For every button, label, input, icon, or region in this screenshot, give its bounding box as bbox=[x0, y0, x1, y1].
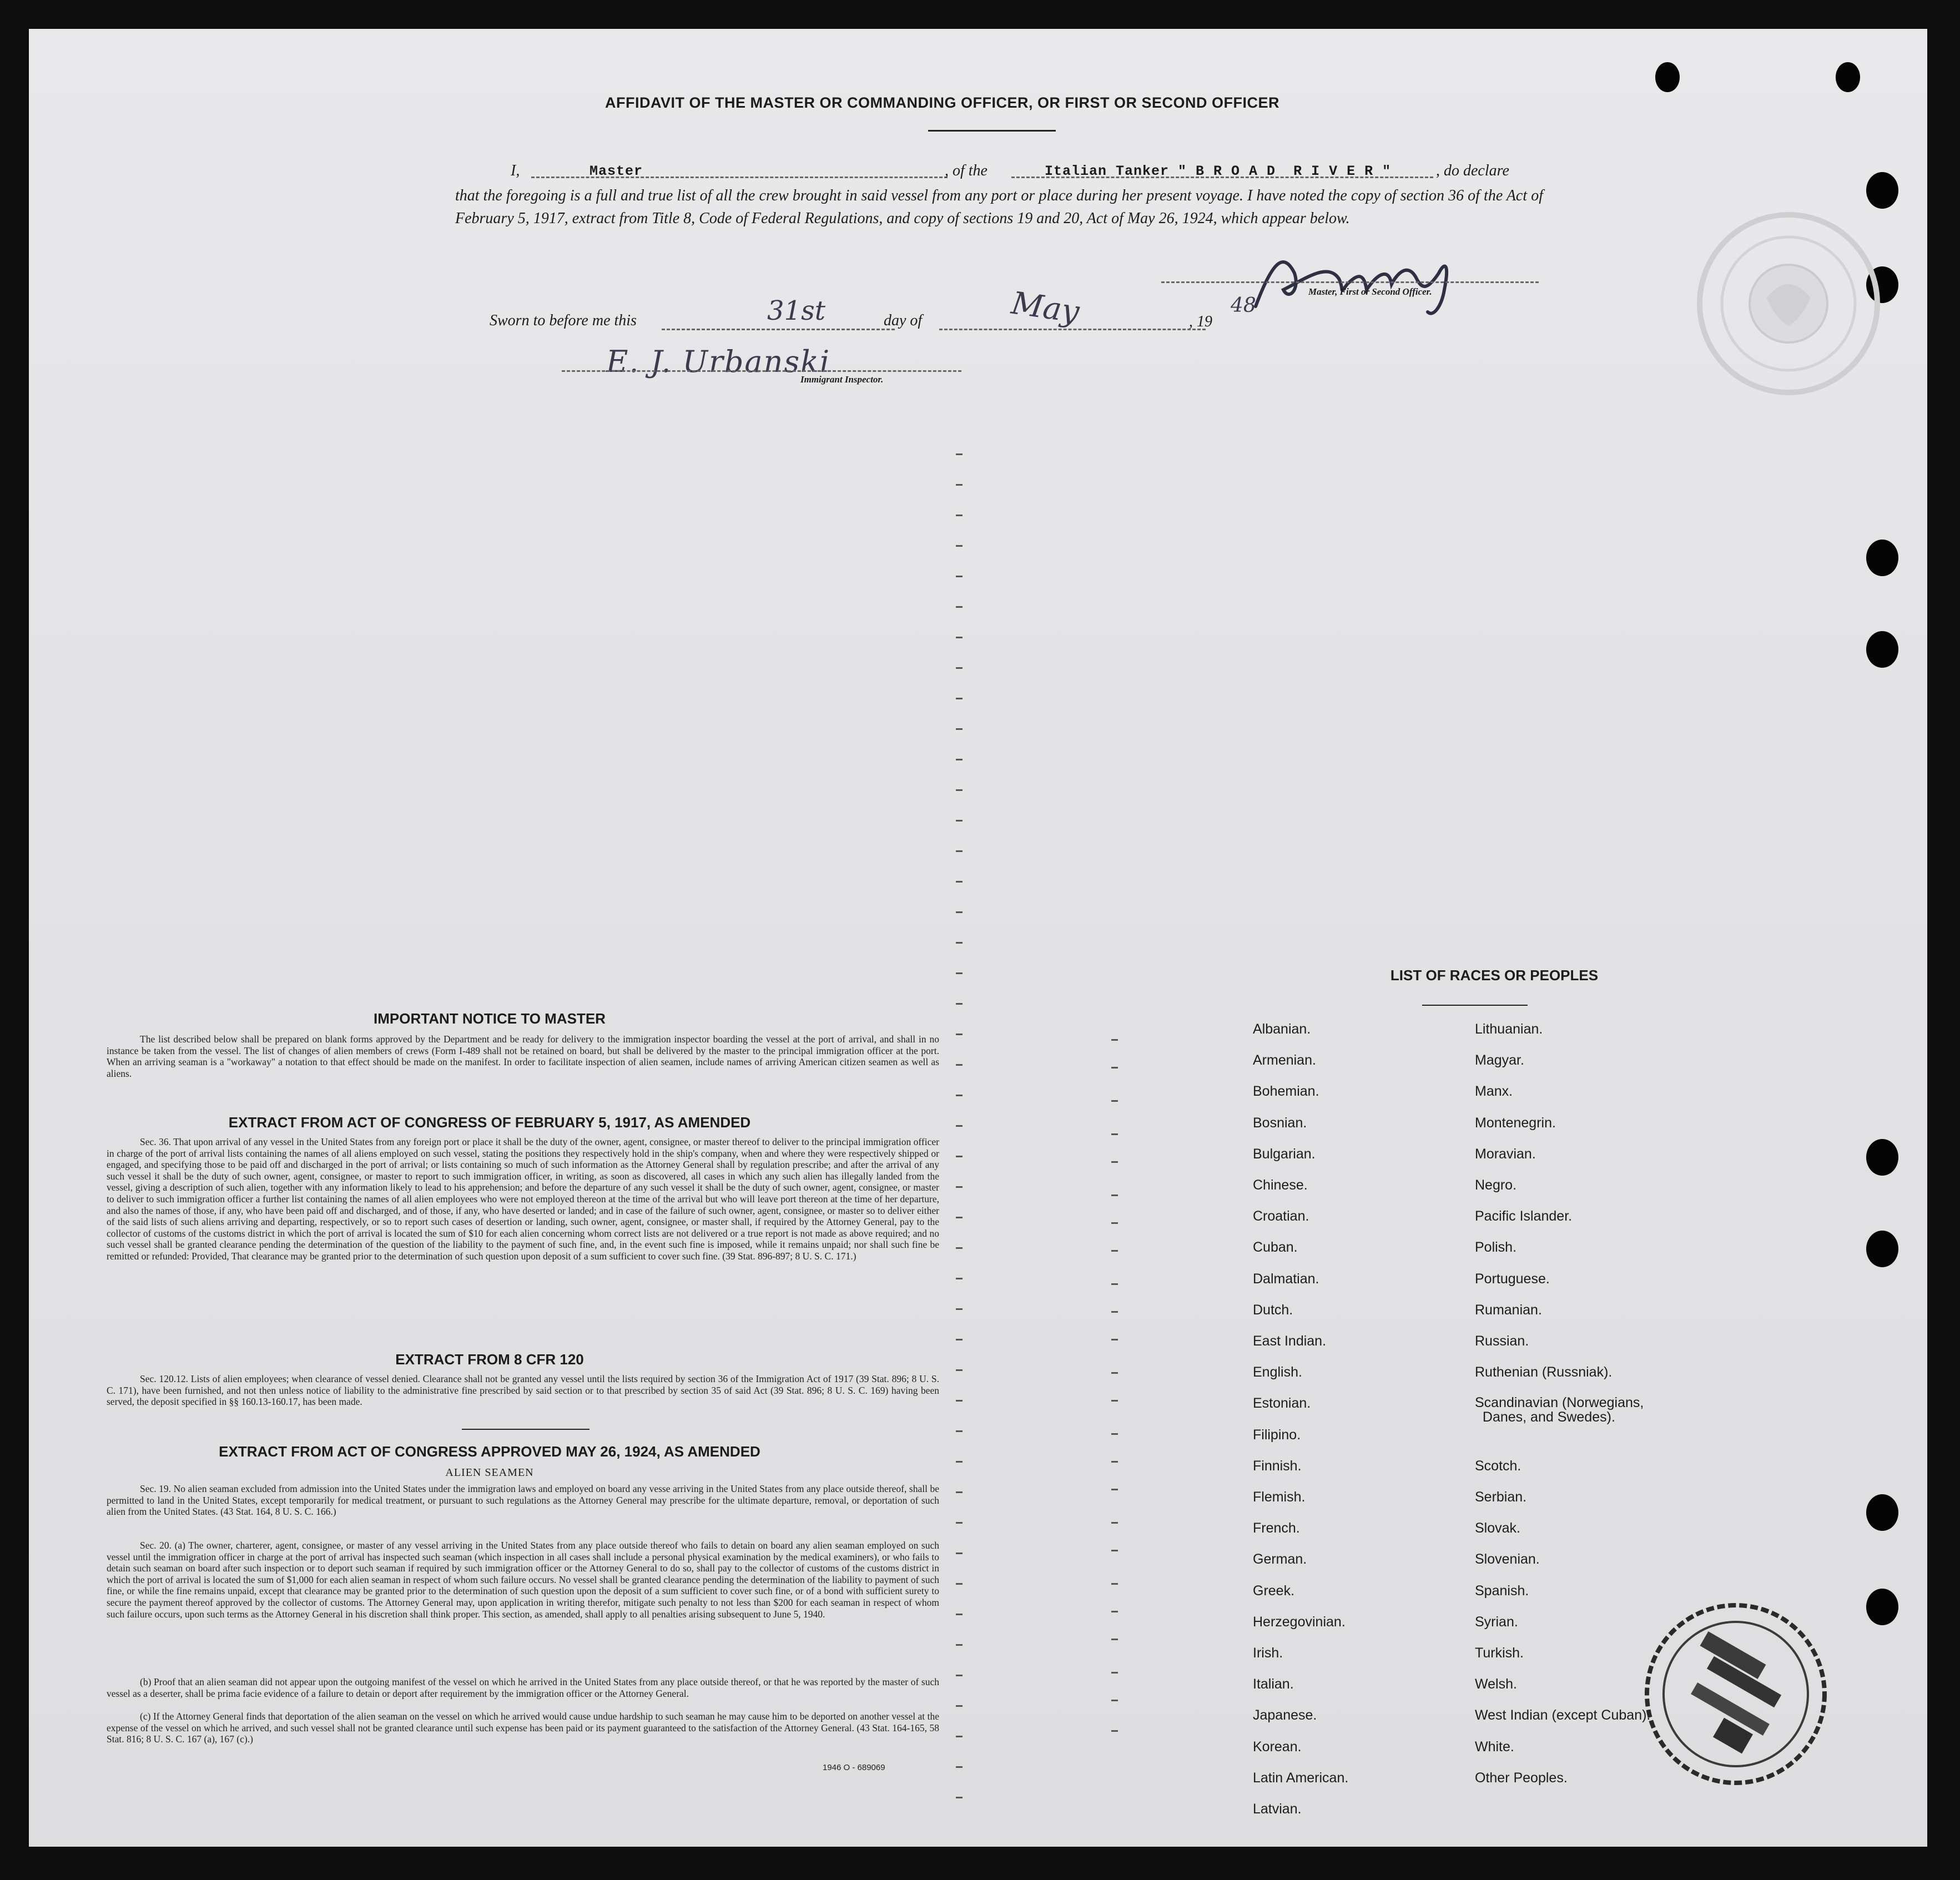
column-mark bbox=[956, 1461, 963, 1463]
race-item: East Indian. bbox=[1253, 1333, 1327, 1349]
race-item: Polish. bbox=[1475, 1239, 1517, 1256]
column-mark bbox=[1111, 1100, 1118, 1102]
race-item: Montenegrin. bbox=[1475, 1115, 1556, 1131]
column-mark bbox=[956, 1003, 963, 1005]
sworn-year: 48 bbox=[1231, 294, 1256, 317]
punch-hole bbox=[1655, 62, 1680, 92]
column-mark bbox=[956, 789, 963, 791]
column-mark bbox=[1111, 1583, 1118, 1585]
column-mark bbox=[956, 1095, 963, 1096]
race-item: Estonian. bbox=[1253, 1395, 1311, 1412]
column-mark bbox=[956, 515, 963, 516]
column-mark bbox=[956, 1583, 963, 1585]
race-item: Syrian. bbox=[1475, 1614, 1518, 1630]
race-item: Pacific Islander. bbox=[1475, 1208, 1573, 1224]
print-code: 1946 O - 689069 bbox=[823, 1763, 885, 1772]
affidavit-body: that the foregoing is a full and true list of all the crew brought in said vessel from any port or place during her present voyage. I have noted the copy of section 36 of the Act of February 5, 1917, extract from Title 8, Code of Federal Regulations, and copy of sections 19 and 20, Act of May 26, 1924, which appear below. bbox=[455, 187, 1543, 227]
column-mark bbox=[956, 484, 963, 486]
punch-hole bbox=[1866, 172, 1898, 209]
vessel-name: Italian Tanker " B R O A D R I V E R " bbox=[1045, 163, 1392, 179]
port-stamp-icon bbox=[1639, 1597, 1833, 1791]
race-item: Korean. bbox=[1253, 1738, 1302, 1755]
column-mark bbox=[956, 1430, 963, 1432]
column-mark bbox=[956, 1247, 963, 1249]
column-mark bbox=[956, 1339, 963, 1340]
column-mark bbox=[1111, 1222, 1118, 1224]
column-mark bbox=[956, 1614, 963, 1615]
column-mark bbox=[1111, 1067, 1118, 1068]
column-mark bbox=[1111, 1372, 1118, 1374]
race-item: Moravian. bbox=[1475, 1146, 1536, 1162]
column-mark bbox=[956, 1736, 963, 1737]
column-mark bbox=[1111, 1639, 1118, 1640]
inspector-signature: E. J. Urbanski bbox=[606, 344, 831, 379]
race-item: Lithuanian. bbox=[1475, 1021, 1543, 1037]
column-mark bbox=[956, 576, 963, 577]
race-item: Ruthenian (Russniak). bbox=[1475, 1364, 1613, 1380]
extract-cfr-text: Sec. 120.12. Lists of alien employees; when clearance of vessel denied. Clearance shall not be granted any vessel until the lists required by section 36 of the Immigration Act of 1917 (39 Stat. 896; 8 U. S. C. 171), have been furnished, and not then unless notice of liability to the administrative fine prescribed by said section or to that prescribed by section 35 of said Act (39 Stat. 896; 8 U. S. C. 169) having been served, the deposit specified in §§ 160.13-160.17, has been made. bbox=[107, 1373, 939, 1408]
race-item: Irish. bbox=[1253, 1645, 1283, 1661]
column-mark bbox=[956, 911, 963, 913]
race-item: English. bbox=[1253, 1364, 1302, 1380]
column-mark bbox=[956, 881, 963, 883]
column-mark bbox=[956, 1675, 963, 1676]
column-mark bbox=[956, 1156, 963, 1157]
race-item: Turkish. bbox=[1475, 1645, 1524, 1661]
column-mark bbox=[956, 1217, 963, 1218]
race-item: Russian. bbox=[1475, 1333, 1529, 1349]
race-item: Scandinavian (Norwegians, Danes, and Swedes). bbox=[1475, 1395, 1644, 1425]
punch-hole bbox=[1866, 540, 1898, 576]
race-item: Flemish. bbox=[1253, 1489, 1306, 1505]
sworn-prefix: Sworn to before me this bbox=[490, 312, 637, 329]
race-item: Albanian. bbox=[1253, 1021, 1311, 1037]
race-item: Slovak. bbox=[1475, 1520, 1520, 1536]
punch-hole bbox=[1836, 62, 1860, 92]
extract-1917-text: Sec. 36. That upon arrival of any vessel in the United States from any foreign port or place it shall be the duty of the owner, agent, consignee, or master thereof to deliver to the principal immigration officer in charge of the port of arrival lists containing the names of all aliens employed on such vessel, stating the positions they respectively hold in the ship's company, when and where they were respectively shipped or engaged, and specifying those to be paid off and discharged in the port of arrival; or lists containing so much of such information as the Attorney General shall by regulation prescribe; and after the arrival of any such vessel it shall be the duty of such owner, agent, consignee, or master to report to such immigration officer, in writing, as soon as discovered, all cases in which any such alien has illegally landed from the vessel, giving a description of such alien, together with any information likely to lead to his apprehension; and before the departure of any such vessel it shall be the duty of such owner, agent, consignee, or master to deliver to such immigration officer a further list containing the names of all alien employees who were not employed thereon at the time of the arrival but who will leave port thereon at the time of her departure, and also the names of those, if any, who have been paid off and discharged, and of those, if any, who have deserted or landed; and in case of the failure of such owner, agent, consignee, or master so to deliver either of the said lists of such aliens arriving and departing, respectively, or so to report such cases of desertion or landing, such owner, agent, consignee, or master shall, if required by the Attorney General, pay to the collector of customs of the customs district in which the port of arrival is located the sum of $10 for each alien concerning whom correct lists are not delivered or a true report is not made as above required; and no such vessel shall be granted clearance pending the determination of the question of the liability to the payment of such fine, and, in the event such fine is imposed, while it remains unpaid; nor shall such fine be remitted or refunded: Provided, That clearance may be granted prior to the determination of such question upon deposit of a sum sufficient to cover such fine. (39 Stat. 896-897; 8 U. S. C. 171.) bbox=[107, 1136, 939, 1262]
race-item: Dalmatian. bbox=[1253, 1271, 1319, 1287]
column-mark bbox=[956, 820, 963, 821]
race-item: West Indian (except Cuban). bbox=[1475, 1707, 1651, 1723]
title-underline bbox=[928, 130, 1056, 132]
extract-1924-subtitle: ALIEN SEAMEN bbox=[445, 1466, 534, 1479]
race-item: Armenian. bbox=[1253, 1052, 1316, 1068]
race-item: Manx. bbox=[1475, 1083, 1513, 1100]
column-mark bbox=[1111, 1433, 1118, 1435]
race-item: Italian. bbox=[1253, 1676, 1294, 1692]
officer-rank: Master bbox=[589, 163, 643, 179]
column-mark bbox=[956, 850, 963, 852]
embossed-seal-icon bbox=[1694, 209, 1883, 398]
race-item: Spanish. bbox=[1475, 1582, 1529, 1599]
column-mark bbox=[956, 1034, 963, 1035]
do-declare-label: , do declare bbox=[1436, 162, 1509, 179]
column-mark bbox=[1111, 1311, 1118, 1313]
punch-hole bbox=[1866, 631, 1898, 668]
column-mark bbox=[1111, 1039, 1118, 1041]
column-mark bbox=[1111, 1161, 1118, 1163]
races-title-underline bbox=[1422, 1005, 1528, 1006]
master-label: Master, First or Second Officer. bbox=[1308, 286, 1432, 297]
race-item: Rumanian. bbox=[1475, 1302, 1542, 1318]
race-item: Bohemian. bbox=[1253, 1083, 1319, 1100]
race-item: French. bbox=[1253, 1520, 1300, 1536]
column-mark bbox=[956, 1766, 963, 1768]
race-item: Welsh. bbox=[1475, 1676, 1517, 1692]
race-item: Portuguese. bbox=[1475, 1271, 1550, 1287]
column-mark bbox=[956, 1553, 963, 1554]
race-item: Slovenian. bbox=[1475, 1551, 1540, 1567]
column-mark bbox=[956, 759, 963, 760]
column-mark bbox=[956, 453, 963, 455]
race-item: Other Peoples. bbox=[1475, 1770, 1568, 1786]
year-prefix: , 19 bbox=[1189, 313, 1212, 330]
column-mark bbox=[956, 1491, 963, 1493]
column-mark bbox=[956, 1369, 963, 1371]
extract-cfr-title: EXTRACT FROM 8 CFR 120 bbox=[395, 1351, 584, 1368]
race-item: German. bbox=[1253, 1551, 1307, 1567]
column-mark bbox=[1111, 1283, 1118, 1285]
column-mark bbox=[956, 1522, 963, 1524]
race-item: Latvian. bbox=[1253, 1801, 1302, 1817]
sec20c-text: (c) If the Attorney General finds that deportation of the alien seaman on the vessel on which he arrived would cause undue hardship to such seaman he may cause him to be deported on another vessel at the expense of the vessel on which he arrived, and such vessel shall not be granted clearance until such expense has been paid or its payment guaranteed to the satisfaction of the Attorney General. (43 Stat. 164-165, 58 Stat. 816; 8 U. S. C. 167 (a), 167 (c).) bbox=[107, 1711, 939, 1745]
section-divider bbox=[462, 1429, 589, 1430]
sworn-month: May bbox=[1009, 285, 1082, 331]
column-mark bbox=[1111, 1194, 1118, 1196]
column-mark bbox=[956, 1644, 963, 1646]
column-mark bbox=[956, 637, 963, 638]
column-mark bbox=[956, 545, 963, 547]
column-mark bbox=[956, 1705, 963, 1707]
column-mark bbox=[956, 1186, 963, 1188]
column-mark bbox=[956, 698, 963, 699]
column-mark bbox=[1111, 1522, 1118, 1524]
punch-hole bbox=[1866, 1139, 1898, 1176]
column-mark bbox=[1111, 1730, 1118, 1732]
race-item: White. bbox=[1475, 1738, 1514, 1755]
sec19-text: Sec. 19. No alien seaman excluded from admission into the United States under the immigration laws and employed on board any vesse arriving in the United States from any place outside thereof, shall be permitted to land in the United States, except temporarily for medical treatment, or pursuant to such regulations as the Attorney General may prescribe for the ultimate departure, removal, or deportation of such alien from the United States. (43 Stat. 164, 8 U. S. C. 166.) bbox=[107, 1483, 939, 1518]
column-mark bbox=[1111, 1700, 1118, 1701]
race-item: Magyar. bbox=[1475, 1052, 1524, 1068]
affidavit-title: AFFIDAVIT OF THE MASTER OR COMMANDING OFFICER, OR FIRST OR SECOND OFFICER bbox=[605, 94, 1279, 111]
race-item: Bulgarian. bbox=[1253, 1146, 1316, 1162]
column-mark bbox=[956, 1064, 963, 1066]
notice-text: The list described below shall be prepared on blank forms approved by the Department and be ready for delivery to the immigration inspector boarding the vessel at the port of arrival, and shall in no instance be taken from the vessel. The list of changes of alien members of crews (Form I-489 shall not be retained on board, but shall be delivered by the master to the principal immigration officer at the port. When an arriving seaman is a "workaway" a notation to that effect should be made on the manifest. In order to facilitate inspection of alien seamen, include names of arriving American citizen seamen as well as aliens. bbox=[107, 1034, 939, 1079]
race-item: Greek. bbox=[1253, 1582, 1295, 1599]
column-mark bbox=[1111, 1550, 1118, 1551]
column-mark bbox=[956, 606, 963, 608]
of-the-label: , of the bbox=[945, 162, 987, 179]
punch-hole bbox=[1866, 1231, 1898, 1267]
column-mark bbox=[1111, 1400, 1118, 1402]
notice-title: IMPORTANT NOTICE TO MASTER bbox=[374, 1010, 606, 1027]
column-mark bbox=[1111, 1672, 1118, 1674]
master-signature-line bbox=[1161, 281, 1539, 283]
column-mark bbox=[1111, 1339, 1118, 1340]
races-title: LIST OF RACES OR PEOPLES bbox=[1390, 967, 1599, 984]
punch-hole bbox=[1866, 1494, 1898, 1531]
column-mark bbox=[956, 1125, 963, 1127]
race-item: Negro. bbox=[1475, 1177, 1517, 1193]
column-mark bbox=[1111, 1611, 1118, 1612]
race-item: Chinese. bbox=[1253, 1177, 1308, 1193]
inspector-signature-line bbox=[562, 370, 961, 372]
column-mark bbox=[956, 942, 963, 944]
race-item: Dutch. bbox=[1253, 1302, 1293, 1318]
column-mark bbox=[1111, 1250, 1118, 1252]
declaration-prefix: I, bbox=[511, 162, 520, 179]
sec20a-text: Sec. 20. (a) The owner, charterer, agent, consignee, or master of any vessel arriving in the United States from any place outside thereof who fails to detain on board any alien seaman employed on such vessel until the immigration officer in charge at the port of arrival has inspected such seaman (which inspection in all cases shall include a personal physical examination by the medical examiners), or who fails to detain such seaman on board after such inspection or to deport such seaman if required by such immigration officer or the Attorney General to do so, shall pay to the collector of customs of the customs district in which the port of arrival is located the sum of $1,000 for each alien seaman in respect of whom such failure occurs. No vessel shall be granted clearance pending the determination of the liability to payment of such fine, or while the fine remains unpaid, except that clearance may be granted prior to the determination of such question upon the deposit of a sum sufficient to cover such fine, or of a bond with sufficient surety to secure the payment thereof approved by the collector of customs. The Attorney General may, upon application in writing therefor, mitigate such penalty to not less than $200 for each seaman in respect of whom such failure occurs, upon such terms as the Attorney General in his discretion shall think proper. This section, as amended, shall apply to all penalties arising subsequent to June 5, 1940. bbox=[107, 1540, 939, 1620]
sec20b-text: (b) Proof that an alien seaman did not appear upon the outgoing manifest of the vessel on which he arrived in the United States from any place outside thereof, or that he was reported by the master of such vessel as a deserter, shall be prima facie evidence of a failure to detain or deport after requirement by the immigration officer or the Attorney General. bbox=[107, 1676, 939, 1699]
race-item: Serbian. bbox=[1475, 1489, 1527, 1505]
sworn-day: 31st bbox=[767, 295, 825, 326]
extract-1924-title: EXTRACT FROM ACT OF CONGRESS APPROVED MAY 26, 1924, AS AMENDED bbox=[219, 1443, 760, 1460]
race-item: Bosnian. bbox=[1253, 1115, 1307, 1131]
column-mark bbox=[1111, 1489, 1118, 1490]
inspector-label: Immigrant Inspector. bbox=[800, 374, 884, 385]
race-item: Filipino. bbox=[1253, 1427, 1301, 1443]
column-mark bbox=[956, 667, 963, 669]
race-item: Scotch. bbox=[1475, 1458, 1521, 1474]
column-mark bbox=[956, 1308, 963, 1310]
column-mark bbox=[956, 728, 963, 730]
column-mark bbox=[1111, 1133, 1118, 1135]
day-field-line bbox=[662, 329, 895, 330]
document-page bbox=[29, 29, 1927, 1847]
race-item: Finnish. bbox=[1253, 1458, 1302, 1474]
column-mark bbox=[956, 1797, 963, 1798]
column-mark bbox=[1111, 1461, 1118, 1463]
race-item: Cuban. bbox=[1253, 1239, 1298, 1256]
race-item: Croatian. bbox=[1253, 1208, 1309, 1224]
race-item: Herzegovinian. bbox=[1253, 1614, 1346, 1630]
race-item: Latin American. bbox=[1253, 1770, 1349, 1786]
column-mark bbox=[956, 1278, 963, 1279]
column-mark bbox=[956, 1400, 963, 1402]
column-mark bbox=[956, 972, 963, 974]
race-item: Japanese. bbox=[1253, 1707, 1317, 1723]
punch-hole bbox=[1866, 1589, 1898, 1625]
extract-1917-title: EXTRACT FROM ACT OF CONGRESS OF FEBRUARY 5, 1917, AS AMENDED bbox=[228, 1114, 751, 1131]
day-of-label: day of bbox=[884, 312, 923, 329]
